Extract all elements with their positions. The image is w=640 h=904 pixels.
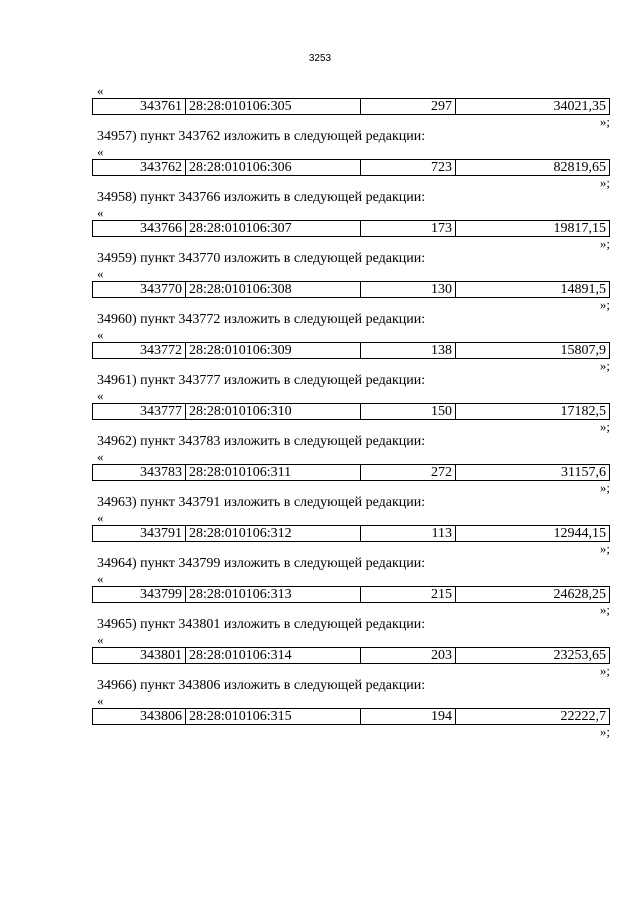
table-row (92, 342, 610, 359)
opening-quote: « (97, 388, 104, 403)
table-row (92, 586, 610, 603)
cell-cadastral-number: 28:28:010106:308 (186, 282, 361, 298)
table-row (92, 159, 610, 176)
cell-value: 19817,15 (456, 221, 610, 237)
opening-quote: « (97, 510, 104, 525)
cell-area: 272 (361, 465, 456, 481)
cell-value: 17182,5 (456, 404, 610, 420)
cell-value: 24628,25 (456, 587, 610, 603)
cell-item-number: 343806 (93, 709, 186, 725)
cell-cadastral-number: 28:28:010106:311 (186, 465, 361, 481)
cell-item-number: 343791 (93, 526, 186, 542)
cell-cadastral-number: 28:28:010106:305 (186, 99, 361, 115)
table-row (92, 525, 610, 542)
amendment-block (92, 312, 610, 373)
cell-value: 22222,7 (456, 709, 610, 725)
closing-quote: »; (599, 724, 610, 739)
cell-area: 215 (361, 587, 456, 603)
cell-area: 150 (361, 404, 456, 420)
amendment-intro: 34959) пункт 343770 изложить в следующей редакции: (97, 251, 426, 266)
cell-area: 194 (361, 709, 456, 725)
cell-cadastral-number: 28:28:010106:313 (186, 587, 361, 603)
cell-item-number: 343801 (93, 648, 186, 664)
closing-quote: »; (599, 541, 610, 556)
cell-area: 173 (361, 221, 456, 237)
opening-quote: « (97, 632, 104, 647)
amendment-block (92, 678, 610, 739)
cell-area: 130 (361, 282, 456, 298)
cell-cadastral-number: 28:28:010106:307 (186, 221, 361, 237)
amendment-intro: 34958) пункт 343766 изложить в следующей редакции: (97, 190, 426, 205)
cell-item-number: 343770 (93, 282, 186, 298)
cell-value: 12944,15 (456, 526, 610, 542)
opening-quote: « (97, 144, 104, 159)
cell-item-number: 343777 (93, 404, 186, 420)
amendment-block (92, 129, 610, 190)
cell-cadastral-number: 28:28:010106:306 (186, 160, 361, 176)
cell-area: 138 (361, 343, 456, 359)
amendment-intro: 34966) пункт 343806 изложить в следующей редакции: (97, 678, 426, 693)
amendment-block (92, 617, 610, 678)
table-row (92, 464, 610, 481)
cell-area: 203 (361, 648, 456, 664)
cell-cadastral-number: 28:28:010106:315 (186, 709, 361, 725)
closing-quote: »; (599, 297, 610, 312)
amendment-intro: 34957) пункт 343762 изложить в следующей редакции: (97, 129, 426, 144)
opening-quote: « (97, 693, 104, 708)
amendment-block (92, 434, 610, 495)
closing-quote: »; (599, 480, 610, 495)
opening-quote: « (97, 449, 104, 464)
cell-value: 15807,9 (456, 343, 610, 359)
amendment-intro: 34963) пункт 343791 изложить в следующей редакции: (97, 495, 426, 510)
cell-cadastral-number: 28:28:010106:309 (186, 343, 361, 359)
closing-quote: »; (599, 175, 610, 190)
table-row (92, 708, 610, 725)
cell-value: 14891,5 (456, 282, 610, 298)
closing-quote: »; (599, 236, 610, 251)
amendment-block (92, 373, 610, 434)
amendment-intro: 34961) пункт 343777 изложить в следующей редакции: (97, 373, 426, 388)
opening-quote: « (97, 205, 104, 220)
cell-item-number: 343783 (93, 465, 186, 481)
table-row (92, 647, 610, 664)
closing-quote: »; (599, 358, 610, 373)
cell-item-number: 343761 (93, 99, 186, 115)
cell-area: 113 (361, 526, 456, 542)
amendment-block (92, 84, 610, 129)
opening-quote: « (97, 327, 104, 342)
opening-quote: « (97, 266, 104, 281)
document-body (92, 84, 610, 739)
opening-quote: « (97, 83, 104, 98)
amendment-intro: 34962) пункт 343783 изложить в следующей редакции: (97, 434, 426, 449)
cell-value: 31157,6 (456, 465, 610, 481)
closing-quote: »; (599, 663, 610, 678)
cell-area: 297 (361, 99, 456, 115)
cell-item-number: 343766 (93, 221, 186, 237)
amendment-block (92, 556, 610, 617)
amendment-intro: 34965) пункт 343801 изложить в следующей редакции: (97, 617, 426, 632)
cell-item-number: 343762 (93, 160, 186, 176)
amendment-block (92, 251, 610, 312)
closing-quote: »; (599, 419, 610, 434)
table-row (92, 281, 610, 298)
cell-value: 23253,65 (456, 648, 610, 664)
cell-cadastral-number: 28:28:010106:314 (186, 648, 361, 664)
amendment-block (92, 495, 610, 556)
table-row (92, 220, 610, 237)
amendment-block (92, 190, 610, 251)
closing-quote: »; (599, 602, 610, 617)
cell-item-number: 343772 (93, 343, 186, 359)
closing-quote: »; (599, 114, 610, 129)
table-row (92, 98, 610, 115)
cell-cadastral-number: 28:28:010106:312 (186, 526, 361, 542)
cell-value: 34021,35 (456, 99, 610, 115)
table-row (92, 403, 610, 420)
opening-quote: « (97, 571, 104, 586)
cell-item-number: 343799 (93, 587, 186, 603)
cell-value: 82819,65 (456, 160, 610, 176)
amendment-intro: 34960) пункт 343772 изложить в следующей редакции: (97, 312, 426, 327)
cell-cadastral-number: 28:28:010106:310 (186, 404, 361, 420)
cell-area: 723 (361, 160, 456, 176)
page-number: 3253 (308, 53, 332, 64)
amendment-intro: 34964) пункт 343799 изложить в следующей редакции: (97, 556, 426, 571)
